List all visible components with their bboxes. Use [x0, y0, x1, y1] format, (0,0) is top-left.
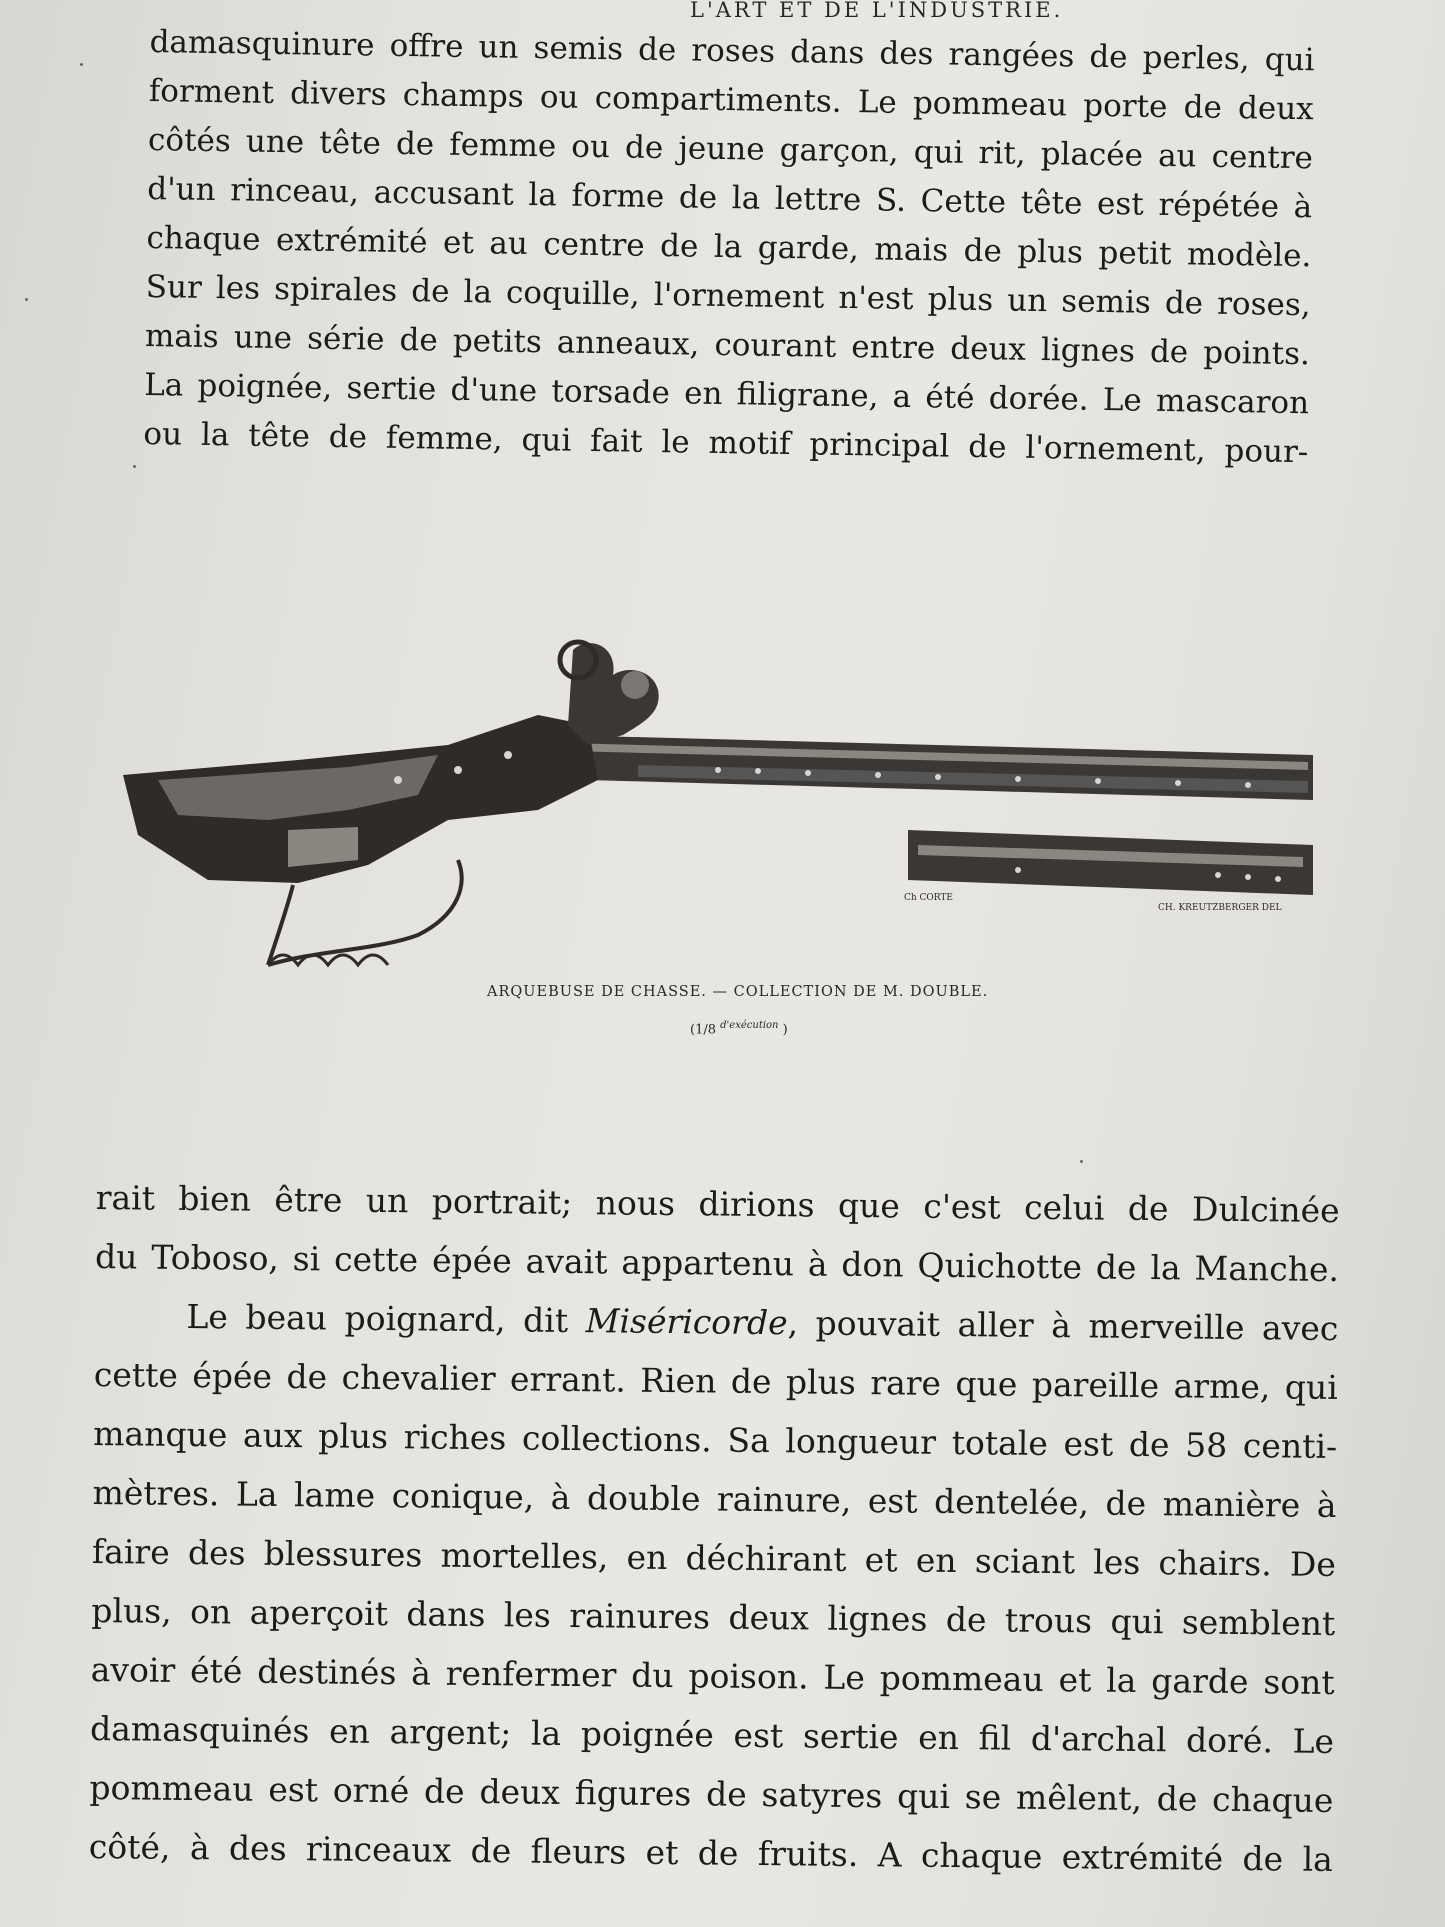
engraver-right-signature: CH. KREUTZBERGER DEL: [1158, 903, 1282, 913]
text-line: chaque extrémité et au centre de la garde, mais de plus petit modèle.: [146, 219, 1312, 275]
text-line: rait bien être un portrait; nous dirions que c'est celui de Dulcinée: [95, 1177, 1340, 1231]
top-paragraph: [143, 18, 1315, 477]
text-line: du Toboso, si cette épée avait appartenu à don Quichotte de la Manche.: [94, 1236, 1340, 1290]
engraver-left-signature: Ch CORTE: [904, 893, 953, 903]
text-run: , pouvait aller à merveille avec: [787, 1303, 1339, 1349]
figure-scale: [690, 1020, 788, 1037]
text-line: faire des blessures mortelles, en déchirant et en sciant les chairs. De: [91, 1531, 1337, 1585]
scale-denominator: 8: [707, 1022, 717, 1038]
text-line: côtés une tête de femme ou de jeune garçon, qui rit, placée au centre: [147, 121, 1314, 177]
paper-speck: [80, 63, 83, 66]
text-line: pommeau est orné de deux figures de satyres qui se mêlent, de chaque: [89, 1767, 1334, 1820]
paper-speck: [25, 298, 28, 301]
italic-term: Miséricorde: [585, 1301, 788, 1343]
text-line: damasquinés en argent; la poignée est sertie en fil d'archal doré. Le: [89, 1708, 1335, 1761]
paper-speck: [1080, 1160, 1083, 1163]
paper-speck: [133, 465, 136, 468]
text-line: manque aux plus riches collections. Sa longueur totale est de 58 centi-: [93, 1413, 1338, 1467]
text-line: mètres. La lame conique, à double rainure, est dentelée, de manière à: [92, 1472, 1337, 1526]
bottom-paragraph: [89, 1168, 1340, 1889]
text-line: forment divers champs ou compartiments. Le pommeau porte de deux: [148, 72, 1314, 128]
text-line: damasquinure offre un semis de roses dans des rangées de perles, qui: [149, 23, 1315, 79]
text-line: d'un rinceau, accusant la forme de la lettre S. Cette tête est répétée à: [147, 170, 1313, 226]
text-line: cette épée de chevalier errant. Rien de plus rare que pareille arme, qui: [93, 1354, 1338, 1408]
running-header: L'ART ET DE L'INDUSTRIE.: [690, 0, 1064, 22]
text-line: avoir été destinés à renfermer du poison. Le pommeau et la garde sont: [90, 1649, 1335, 1702]
arquebus-engraving: [118, 605, 1318, 975]
text-line: ou la tête de femme, qui fait le motif principal de l'ornement, pour-: [143, 415, 1309, 471]
scale-suffix: ): [782, 1022, 788, 1038]
scale-text: d'exécution: [720, 1020, 779, 1031]
figure-caption: ARQUEBUSE DE CHASSE. — COLLECTION DE M. DOUBLE.: [487, 984, 989, 1000]
text-line: plus, on aperçoit dans les rainures deux lignes de trous qui semblent: [91, 1590, 1336, 1644]
text-line: Sur les spirales de la coquille, l'ornement n'est plus un semis de roses,: [145, 268, 1311, 324]
text-line: côté, à des rinceaux de fleurs et de fruits. A chaque extrémité de la: [88, 1826, 1334, 1879]
text-line: La poignée, sertie d'une torsade en filigrane, a été dorée. Le mascaron: [143, 366, 1310, 422]
scale-prefix: (1/: [690, 1022, 708, 1038]
text-line: mais une série de petits anneaux, courant entre deux lignes de points.: [144, 317, 1311, 373]
text-run: Le beau poignard, dit: [186, 1296, 586, 1341]
